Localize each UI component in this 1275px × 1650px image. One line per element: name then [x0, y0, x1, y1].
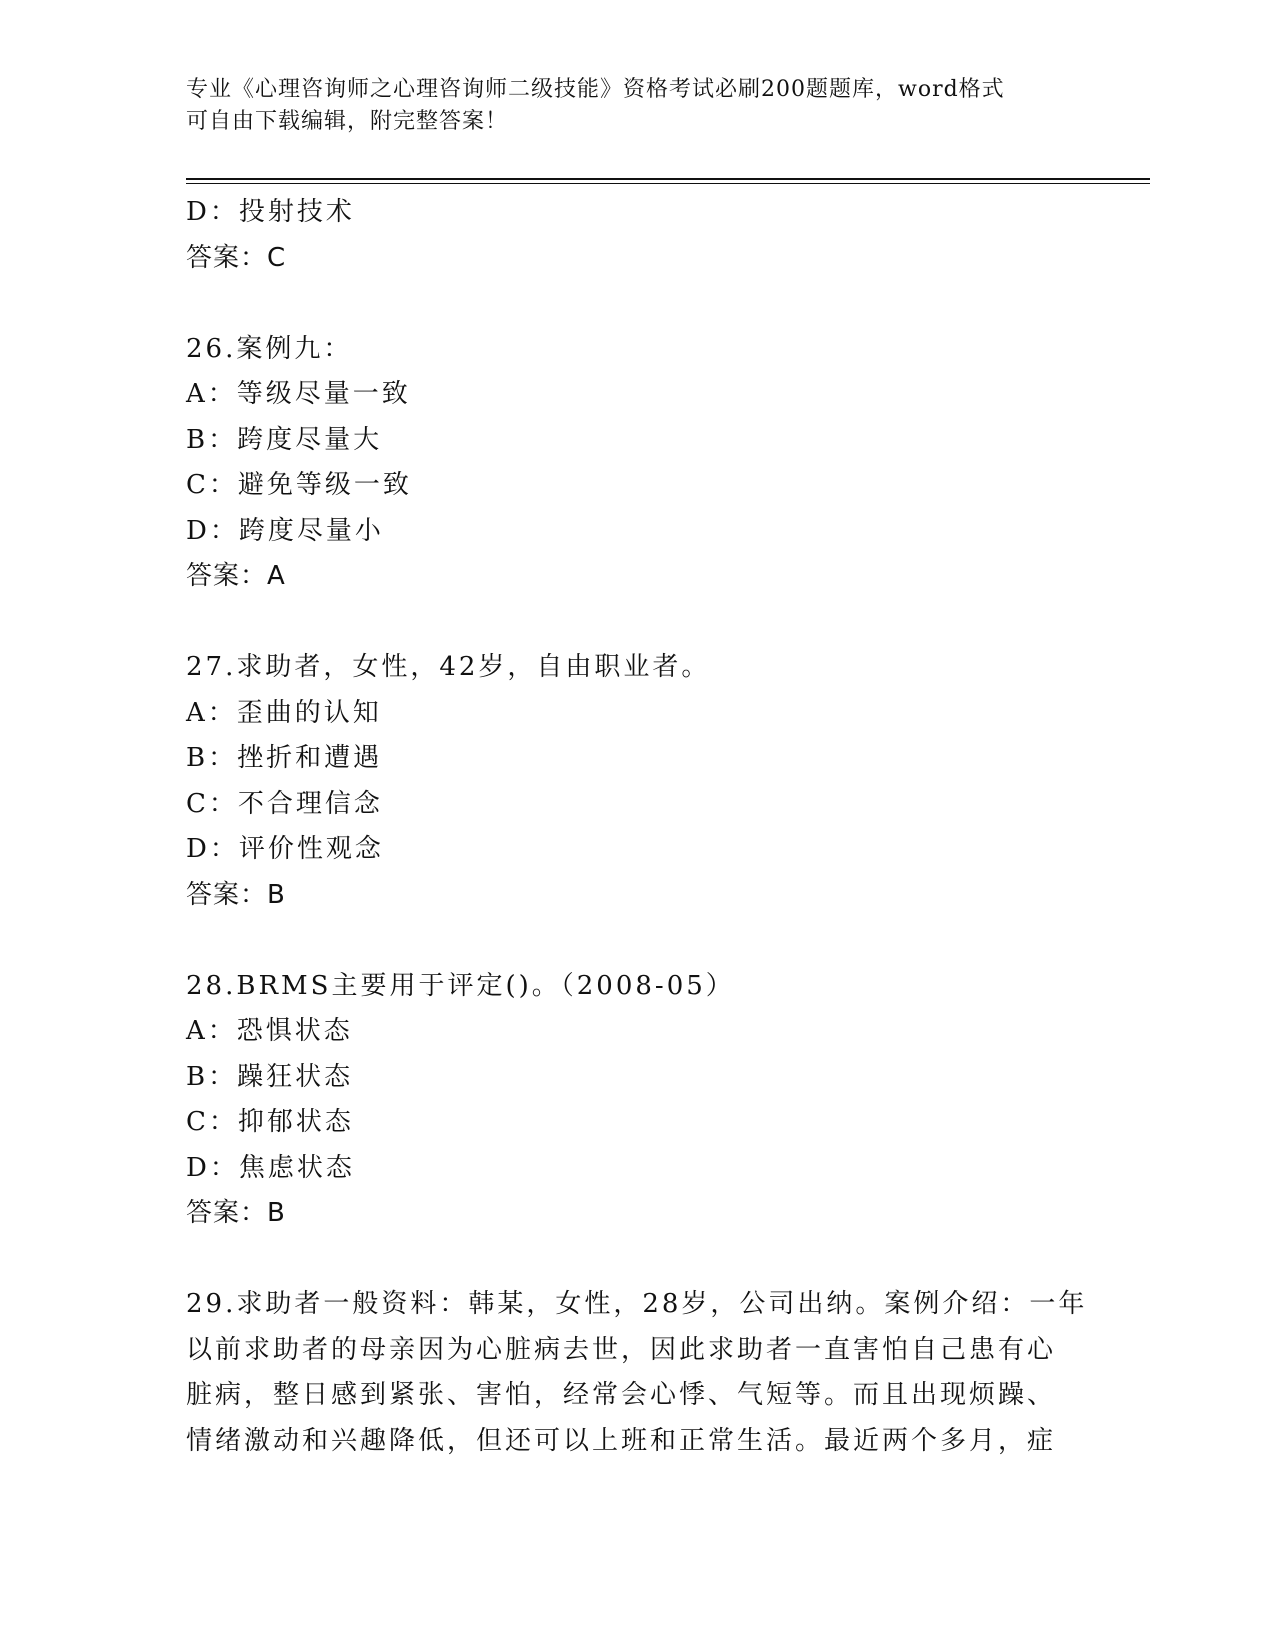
question-26	[186, 327, 1086, 600]
option-c: C：不合理信念	[186, 788, 383, 819]
option-c: C：避免等级一致	[186, 470, 412, 500]
option-d: D：评价性观念	[186, 834, 384, 864]
spacer	[186, 281, 1086, 327]
q29-line-1: 29.求助者一般资料：韩某，女性，28岁，公司出纳。案例介绍：一年	[186, 1289, 1088, 1319]
q29-line-2: 以前求助者的母亲因为心脏病去世，因此求助者一直害怕自己患有心	[186, 1334, 1057, 1365]
spacer	[186, 600, 1086, 646]
answer: 答案：A	[186, 561, 286, 591]
option-a: A：等级尽量一致	[186, 379, 411, 409]
option-d: D：焦虑状态	[186, 1152, 355, 1183]
question-27	[186, 645, 1086, 918]
question-stem: 26.案例九：	[186, 333, 353, 364]
option-d: D：跨度尽量小	[186, 515, 384, 546]
option-b: B：躁狂状态	[186, 1061, 354, 1092]
prev-option-d: D：投射技术	[186, 197, 355, 227]
spacer	[186, 918, 1086, 964]
page-header	[186, 74, 1086, 138]
option-a: A：恐惧状态	[186, 1016, 353, 1046]
option-b: B：跨度尽量大	[186, 424, 383, 455]
q29-line-4: 情绪激动和兴趣降低，但还可以上班和正常生活。最近两个多月，症	[186, 1425, 1057, 1456]
option-c: C：抑郁状态	[186, 1107, 354, 1137]
question-stem: 28.BRMS主要用于评定()。（2008-05）	[186, 970, 735, 1001]
prev-answer: 答案：C	[186, 242, 287, 273]
option-b: B：挫折和遭遇	[186, 743, 383, 773]
question-content	[186, 190, 1086, 1464]
q29-line-3: 脏病，整日感到紧张、害怕，经常会心悸、气短等。而且出现烦躁、	[186, 1380, 1057, 1410]
question-29	[186, 1282, 1088, 1464]
option-a: A：歪曲的认知	[186, 697, 382, 728]
answer: 答案：B	[186, 1198, 286, 1228]
question-stem: 27.求助者，女性，42岁，自由职业者。	[186, 652, 711, 682]
header-line-2: 可自由下载编辑，附完整答案！	[186, 109, 509, 134]
header-rule-thick	[186, 178, 1150, 180]
question-28	[186, 964, 1086, 1237]
header-rule-thin	[186, 183, 1150, 184]
spacer	[186, 1237, 1086, 1283]
header-line-1: 专业《心理咨询师之心理咨询师二级技能》资格考试必刷200题题库，word格式	[186, 77, 1005, 102]
answer: 答案：B	[186, 879, 286, 910]
